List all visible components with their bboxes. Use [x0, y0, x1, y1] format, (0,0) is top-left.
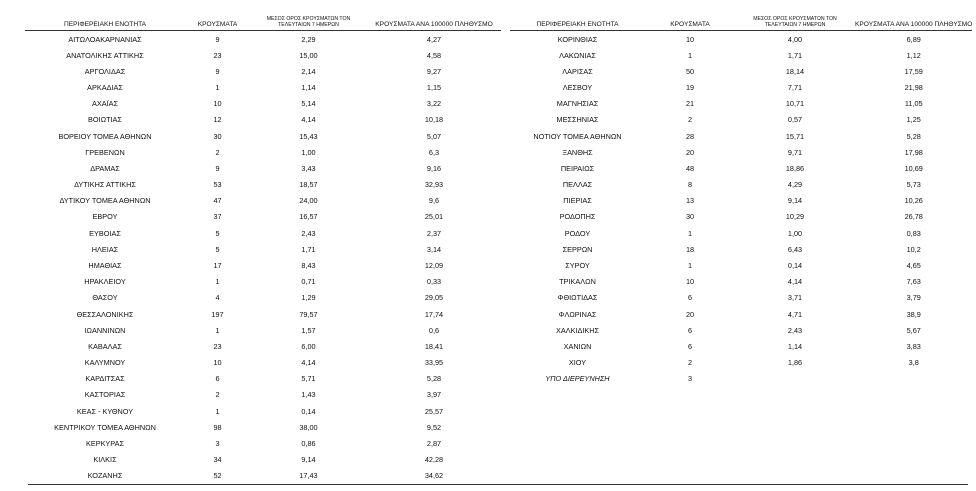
table-row: [25, 468, 501, 484]
avg-cell: 0,14: [787, 260, 803, 270]
cases-cell: 10: [213, 358, 222, 368]
cases-cell: 1: [687, 260, 693, 270]
cases-cell: 20: [685, 147, 695, 157]
region-cell: ΑΡΚΑΔΙΑΣ: [87, 83, 123, 93]
cases-cell: 47: [213, 196, 222, 206]
per100k-cell: 26,78: [904, 212, 923, 222]
region-cell: ΑΙΤΩΛΟΑΚΑΡΝΑΝΙΑΣ: [68, 34, 142, 44]
per100k-cell: 1,12: [906, 50, 921, 60]
right-header-row: [510, 8, 972, 31]
cases-cell: 19: [685, 83, 695, 93]
per100k-cell: 3,79: [906, 293, 921, 303]
per100k-cell: [855, 371, 972, 387]
table-row: [25, 177, 501, 193]
right-cases-table: [510, 8, 972, 387]
avg-cell: 17,43: [299, 471, 318, 481]
per100k-cell: 10,26: [904, 196, 923, 206]
cases-cell: 17: [213, 260, 222, 270]
avg-cell: [735, 371, 855, 387]
cases-cell: 5: [215, 228, 220, 238]
per100k-cell: 9,16: [426, 163, 442, 173]
avg-cell: 7,71: [787, 83, 803, 93]
cases-cell: 3: [687, 374, 693, 384]
cases-cell: 2: [687, 115, 693, 125]
table-row: [510, 338, 972, 354]
per100k-cell: 1,25: [906, 115, 921, 125]
per100k-cell: 3,97: [426, 390, 442, 400]
cases-cell: 1: [215, 277, 220, 287]
cases-cell: 9: [215, 163, 220, 173]
avg-cell: 10,29: [785, 212, 805, 222]
avg-column-header: ΜΕΣΟΣ ΟΡΟΣ ΚΡΟΥΣΜΑΤΩΝ ΤΟΝ ΤΕΛΕΥΤΑΙΩΝ 7 ΗΜΕΡΩΝ: [250, 8, 367, 31]
cases-cell: 30: [685, 212, 695, 222]
region-cell: ΚΕΑΣ - ΚΥΘΝΟΥ: [76, 406, 134, 416]
region-cell: ΦΘΙΩΤΙΔΑΣ: [557, 293, 598, 303]
avg-cell: 4,29: [787, 180, 803, 190]
per100k-cell: 9,27: [426, 66, 442, 76]
cases-cell: 2: [215, 147, 220, 157]
per100k-cell: 29,05: [424, 293, 444, 303]
region-cell: ΚΑΛΥΜΝΟΥ: [84, 358, 126, 368]
table-row: [25, 209, 501, 225]
region-cell: ΧΑΛΚΙΔΙΚΗΣ: [555, 325, 600, 335]
region-cell: ΞΑΝΘΗΣ: [562, 147, 593, 157]
region-cell: ΔΥΤΙΚΗΣ ΑΤΤΙΚΗΣ: [74, 180, 136, 190]
avg-cell: 0,86: [301, 438, 316, 448]
per100k-cell: 42,28: [424, 455, 444, 465]
per100k-cell: 38,9: [906, 309, 921, 319]
table-row: [510, 112, 972, 128]
avg-cell: 15,43: [299, 131, 318, 141]
avg-cell: 9,71: [787, 147, 803, 157]
region-cell: ΓΡΕΒΕΝΩΝ: [85, 147, 125, 157]
cases-cell: 1: [687, 50, 693, 60]
avg-cell: 2,14: [301, 66, 316, 76]
table-row: [25, 403, 501, 419]
avg-cell: 15,71: [785, 131, 805, 141]
avg-cell: 4,14: [301, 358, 316, 368]
per100k-cell: 25,01: [424, 212, 444, 222]
avg-cell: 2,43: [301, 228, 316, 238]
table-row: [510, 257, 972, 273]
table-row: [25, 419, 501, 435]
region-cell: ΑΝΑΤΟΛΙΚΗΣ ΑΤΤΙΚΗΣ: [66, 50, 144, 60]
table-row: [510, 322, 972, 338]
cases-cell: 9: [215, 66, 220, 76]
per100k-cell: 0,6: [428, 325, 440, 335]
table-row: [510, 31, 972, 48]
region-cell: ΔΥΤΙΚΟΥ ΤΟΜΕΑ ΑΘΗΝΩΝ: [59, 196, 151, 206]
avg-cell: 4,71: [787, 309, 803, 319]
avg-cell: 15,00: [299, 50, 318, 60]
table-row: [25, 241, 501, 257]
region-cell: ΘΑΣΟΥ: [92, 293, 118, 303]
cases-cell: 6: [215, 374, 220, 384]
cases-cell: 1: [687, 228, 693, 238]
cases-cell: 1: [215, 83, 220, 93]
region-cell: ΡΟΔΟΥ: [564, 228, 591, 238]
avg-cell: 1,86: [787, 358, 803, 368]
table-row: [510, 160, 972, 176]
region-cell: ΡΟΔΟΠΗΣ: [559, 212, 596, 222]
per100k-cell: 2,87: [426, 438, 442, 448]
region-cell: ΚΟΡΙΝΘΙΑΣ: [557, 34, 598, 44]
region-cell: ΕΒΡΟΥ: [92, 212, 118, 222]
region-cell: ΚΑΣΤΟΡΙΑΣ: [84, 390, 126, 400]
table-row: [25, 193, 501, 209]
region-cell: ΚΑΡΔΙΤΣΑΣ: [85, 374, 125, 384]
region-cell: ΑΧΑΪΑΣ: [91, 99, 118, 109]
cases-cell: 18: [685, 244, 695, 254]
table-row: [25, 338, 501, 354]
region-cell: ΚΑΒΑΛΑΣ: [88, 341, 122, 351]
per100k-cell: 21,98: [904, 83, 923, 93]
region-cell: ΕΥΒΟΙΑΣ: [89, 228, 121, 238]
cases-cell: 10: [213, 99, 222, 109]
region-cell: ΒΟΙΩΤΙΑΣ: [88, 115, 122, 125]
region-column-header: ΠΕΡΙΦΕΡΕΙΑΚΗ ΕΝΟΤΗΤΑ: [510, 8, 645, 31]
bottom-rule: [28, 484, 968, 485]
table-row: [25, 387, 501, 403]
avg-cell: 8,43: [301, 260, 316, 270]
cases-cell: 13: [685, 196, 695, 206]
region-cell: ΦΛΩΡΙΝΑΣ: [558, 309, 597, 319]
region-cell: ΚΕΝΤΡΙΚΟΥ ΤΟΜΕΑ ΑΘΗΝΩΝ: [54, 422, 156, 432]
per100k-cell: 17,74: [424, 309, 444, 319]
table-row: [25, 96, 501, 112]
left-cases-table: [25, 8, 501, 484]
per100k-cell: 9,6: [428, 196, 440, 206]
cases-cell: 4: [215, 293, 220, 303]
avg-cell: 1,14: [787, 341, 803, 351]
per100k-cell: 0,83: [906, 228, 921, 238]
cases-cell: 23: [213, 341, 222, 351]
cases-cell: 10: [685, 277, 695, 287]
table-row: [25, 47, 501, 63]
region-cell: ΚΟΖΑΝΗΣ: [87, 471, 123, 481]
avg-cell: 0,57: [787, 115, 803, 125]
avg-cell: 4,14: [301, 115, 316, 125]
per100k-cell: 5,28: [426, 374, 442, 384]
cases-cell: 1: [215, 406, 220, 416]
avg-cell: 18,57: [299, 180, 318, 190]
per100k-cell: 9,52: [426, 422, 442, 432]
table-row: [25, 371, 501, 387]
table-row: [510, 209, 972, 225]
cases-cell: 2: [215, 390, 220, 400]
per100k-column-header: ΚΡΟΥΣΜΑΤΑ ΑΝΑ 100000 ΠΛΗΘΥΣΜΟ: [367, 8, 501, 31]
avg-cell: 18,14: [785, 66, 805, 76]
region-cell: ΗΛΕΙΑΣ: [91, 244, 119, 254]
region-cell: ΙΩΑΝΝΙΝΩΝ: [84, 325, 126, 335]
avg-cell: 4,00: [787, 34, 803, 44]
cases-cell: 98: [213, 422, 222, 432]
table-row: [510, 63, 972, 79]
avg-cell: 1,00: [301, 147, 316, 157]
per100k-cell: 17,98: [904, 147, 923, 157]
per100k-cell: 10,18: [424, 115, 444, 125]
table-row: [25, 80, 501, 96]
per100k-cell: 32,93: [424, 180, 444, 190]
table-row: [510, 47, 972, 63]
table-row: [510, 96, 972, 112]
table-row: [510, 193, 972, 209]
region-cell: ΧΙΟΥ: [568, 358, 587, 368]
cases-column-header: ΚΡΟΥΣΜΑΤΑ: [645, 8, 735, 31]
avg-column-header: ΜΕΣΟΣ ΟΡΟΣ ΚΡΟΥΣΜΑΤΩΝ ΤΟΝ ΤΕΛΕΥΤΑΙΩΝ 7 ΗΜΕΡΩΝ: [735, 8, 855, 31]
table-row: [25, 160, 501, 176]
region-cell: ΚΙΛΚΙΣ: [93, 455, 117, 465]
per100k-cell: 2,37: [426, 228, 442, 238]
region-cell: ΗΡΑΚΛΕΙΟΥ: [84, 277, 126, 287]
table-row: [510, 274, 972, 290]
avg-cell: 10,71: [785, 99, 805, 109]
cases-cell: 30: [213, 131, 222, 141]
per100k-cell: 10,2: [906, 244, 921, 254]
table-row: [510, 177, 972, 193]
per100k-cell: 1,15: [426, 83, 442, 93]
region-cell: ΛΕΣΒΟΥ: [562, 83, 593, 93]
table-row: [25, 274, 501, 290]
per100k-cell: 6,89: [906, 34, 921, 44]
per100k-cell: 33,95: [424, 358, 444, 368]
avg-cell: 18,86: [785, 163, 805, 173]
table-row: [510, 225, 972, 241]
table-row: [510, 290, 972, 306]
avg-cell: 5,71: [301, 374, 316, 384]
table-row: [510, 371, 972, 387]
cases-cell: 52: [213, 471, 222, 481]
avg-cell: 16,57: [299, 212, 318, 222]
cases-cell: 9: [215, 34, 220, 44]
avg-cell: 0,14: [301, 406, 316, 416]
table-row: [25, 354, 501, 370]
avg-cell: 1,43: [301, 390, 316, 400]
region-cell: ΜΕΣΣΗΝΙΑΣ: [556, 115, 599, 125]
table-row: [25, 435, 501, 451]
per100k-cell: 3,8: [908, 358, 919, 368]
avg-cell: 1,00: [787, 228, 803, 238]
per100k-cell: 12,09: [424, 260, 444, 270]
cases-cell: 5: [215, 244, 220, 254]
cases-cell: 6: [687, 293, 693, 303]
region-cell: ΜΑΓΝΗΣΙΑΣ: [556, 99, 599, 109]
cases-cell: 6: [687, 341, 693, 351]
per100k-cell: 34,62: [424, 471, 444, 481]
avg-cell: 24,00: [299, 196, 318, 206]
region-cell: ΒΟΡΕΙΟΥ ΤΟΜΕΑ ΑΘΗΝΩΝ: [58, 131, 152, 141]
region-cell: ΤΡΙΚΑΛΩΝ: [559, 277, 596, 287]
per100k-cell: 7,63: [906, 277, 921, 287]
cases-cell: 197: [211, 309, 224, 319]
region-cell: ΚΕΡΚΥΡΑΣ: [85, 438, 125, 448]
avg-cell: 2,29: [301, 34, 316, 44]
per100k-cell: 4,27: [426, 34, 442, 44]
cases-cell: 37: [213, 212, 222, 222]
cases-cell: 20: [685, 309, 695, 319]
table-row: [25, 290, 501, 306]
region-cell: ΣΥΡΟΥ: [565, 260, 590, 270]
per100k-cell: 5,67: [906, 325, 921, 335]
avg-cell: 1,57: [301, 325, 316, 335]
region-cell: ΘΕΣΣΑΛΟΝΙΚΗΣ: [76, 309, 134, 319]
per100k-cell: 11,05: [904, 99, 923, 109]
per100k-cell: 5,73: [906, 180, 921, 190]
cases-cell: 50: [685, 66, 695, 76]
table-row: [510, 241, 972, 257]
region-cell: ΠΙΕΡΙΑΣ: [563, 196, 592, 206]
avg-cell: 1,14: [301, 83, 316, 93]
cases-cell: 3: [215, 438, 220, 448]
avg-cell: 9,14: [787, 196, 803, 206]
cases-cell: 10: [685, 34, 695, 44]
cases-cell: 1: [215, 325, 220, 335]
table-row: [510, 306, 972, 322]
avg-cell: 4,14: [787, 277, 803, 287]
table-row: [25, 128, 501, 144]
table-row: [25, 322, 501, 338]
cases-cell: 34: [213, 455, 222, 465]
per100k-cell: 3,14: [426, 244, 442, 254]
table-row: [25, 144, 501, 160]
avg-cell: 3,71: [787, 293, 803, 303]
avg-cell: 3,43: [301, 163, 316, 173]
table-row: [25, 31, 501, 48]
region-cell: ΛΑΚΩΝΙΑΣ: [559, 50, 596, 60]
per100k-cell: 3,22: [426, 99, 442, 109]
table-row: [25, 225, 501, 241]
per100k-cell: 18,41: [424, 341, 444, 351]
cases-cell: 2: [687, 358, 693, 368]
per100k-cell: 25,57: [424, 406, 444, 416]
left-header-row: [25, 8, 501, 31]
region-cell: ΣΕΡΡΩΝ: [562, 244, 593, 254]
cases-cell: 12: [213, 115, 222, 125]
avg-cell: 0,71: [301, 277, 316, 287]
avg-cell: 1,29: [301, 293, 316, 303]
per100k-cell: 5,07: [426, 131, 442, 141]
table-row: [510, 128, 972, 144]
per100k-cell: 6,3: [428, 147, 440, 157]
region-cell: ΠΕΛΛΑΣ: [562, 180, 593, 190]
cases-cell: 28: [685, 131, 695, 141]
region-cell: ΑΡΓΟΛΙΔΑΣ: [84, 66, 126, 76]
region-cell: ΔΡΑΜΑΣ: [90, 163, 120, 173]
table-row: [510, 354, 972, 370]
per100k-cell: 17,59: [904, 66, 923, 76]
region-cell: ΥΠΟ ΔΙΕΡΕΥΝΗΣΗ: [545, 374, 610, 384]
region-column-header: ΠΕΡΙΦΕΡΕΙΑΚΗ ΕΝΟΤΗΤΑ: [25, 8, 185, 31]
avg-cell: 79,57: [299, 309, 318, 319]
avg-cell: 1,71: [301, 244, 316, 254]
cases-cell: 53: [213, 180, 222, 190]
cases-column-header: ΚΡΟΥΣΜΑΤΑ: [185, 8, 250, 31]
per100k-cell: 3,83: [906, 341, 921, 351]
per100k-cell: 4,65: [906, 260, 921, 270]
avg-cell: 1,71: [787, 50, 803, 60]
table-row: [25, 112, 501, 128]
cases-cell: 6: [687, 325, 693, 335]
region-cell: ΠΕΙΡΑΙΩΣ: [560, 163, 595, 173]
per100k-cell: 10,69: [904, 163, 923, 173]
avg-cell: 5,14: [301, 99, 316, 109]
table-row: [25, 63, 501, 79]
table-row: [510, 80, 972, 96]
avg-cell: 2,43: [787, 325, 803, 335]
avg-cell: 38,00: [299, 422, 318, 432]
cases-cell: 8: [687, 180, 693, 190]
region-cell: ΧΑΝΙΩΝ: [563, 341, 592, 351]
region-cell: ΗΜΑΘΙΑΣ: [88, 260, 122, 270]
table-row: [510, 144, 972, 160]
table-row: [25, 257, 501, 273]
per100k-cell: 5,28: [906, 131, 921, 141]
per100k-column-header: ΚΡΟΥΣΜΑΤΑ ΑΝΑ 100000 ΠΛΗΘΥΣΜΟ: [855, 8, 972, 31]
cases-cell: 21: [685, 99, 695, 109]
avg-cell: 6,43: [787, 244, 803, 254]
table-row: [25, 451, 501, 467]
region-cell: ΝΟΤΙΟΥ ΤΟΜΕΑ ΑΘΗΝΩΝ: [533, 131, 622, 141]
region-cell: ΛΑΡΙΣΑΣ: [562, 66, 593, 76]
per100k-cell: 4,58: [426, 50, 442, 60]
per100k-cell: 0,33: [426, 277, 442, 287]
avg-cell: 9,14: [301, 455, 316, 465]
avg-cell: 6,00: [301, 341, 316, 351]
cases-cell: 48: [685, 163, 695, 173]
cases-cell: 23: [213, 50, 222, 60]
table-row: [25, 306, 501, 322]
